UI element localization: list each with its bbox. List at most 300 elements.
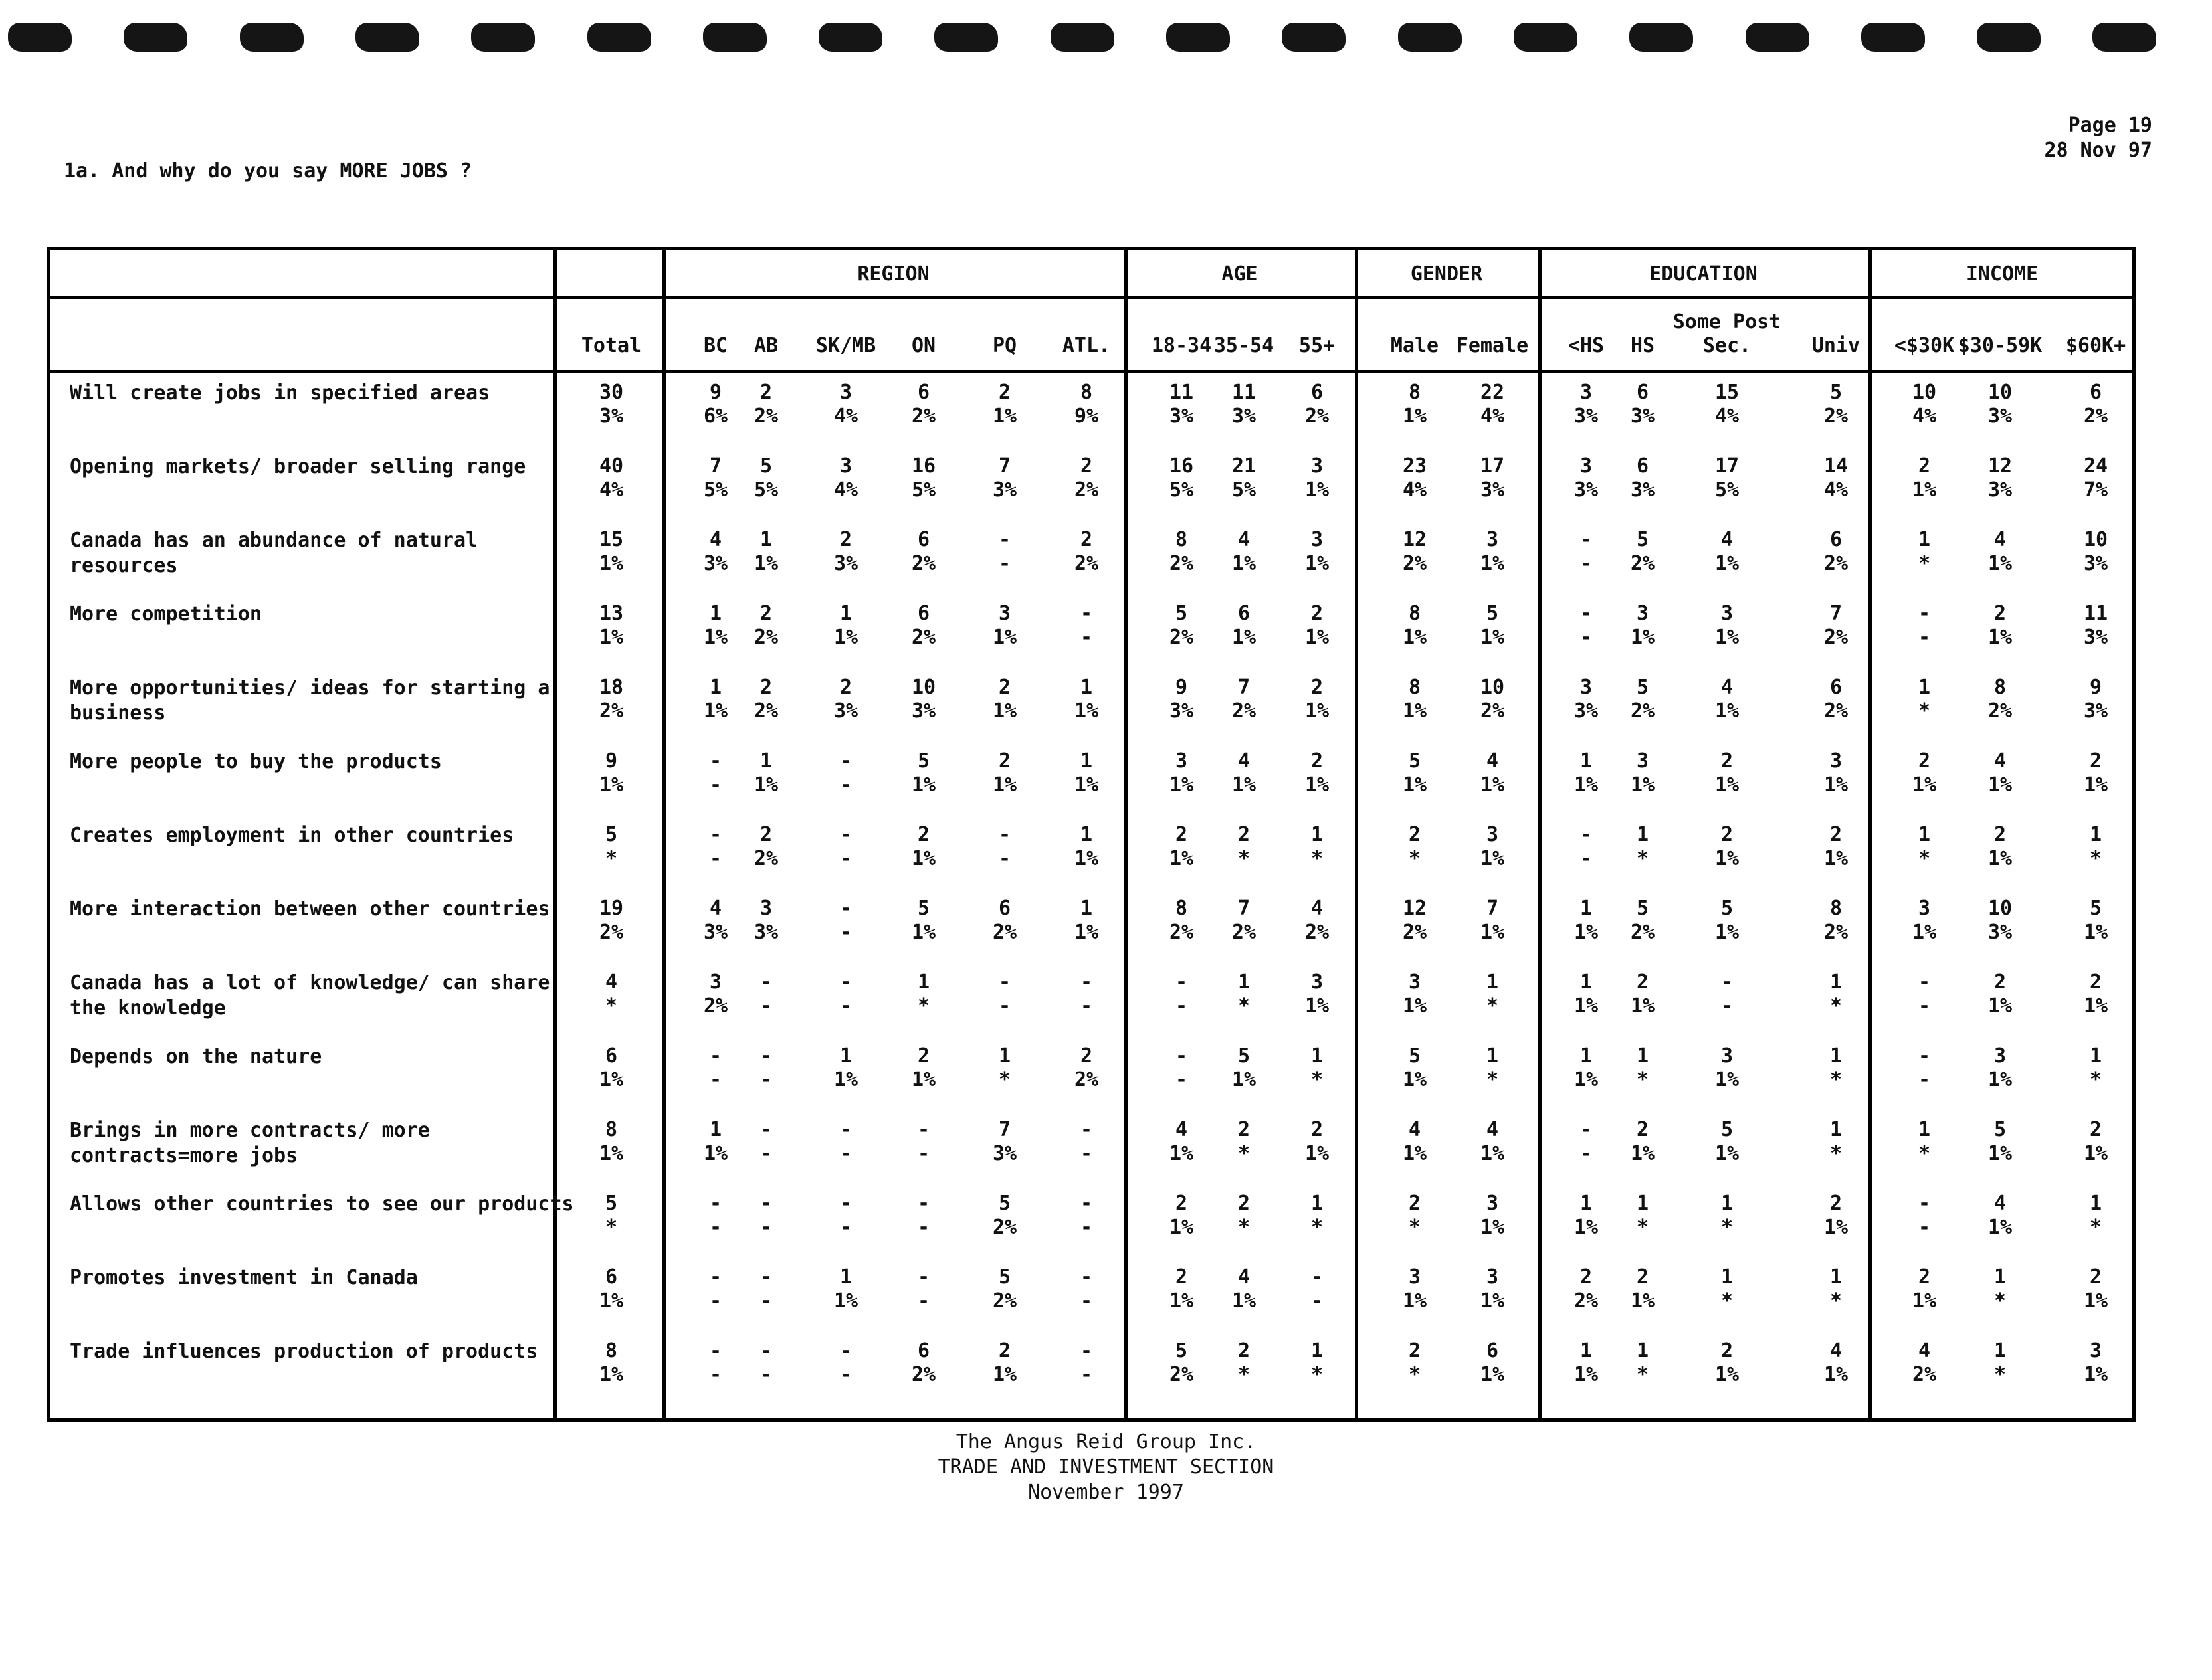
cell-count: 3 — [1720, 1044, 1734, 1068]
cell-count: 2 — [1237, 1339, 1251, 1362]
cell-count: 2 — [1993, 971, 2007, 994]
cell-count: 1 — [1080, 676, 1093, 699]
cell-percent: 1% — [1480, 1289, 1505, 1313]
cell-count: 6 — [1636, 454, 1649, 478]
cell-count: 2 — [759, 602, 773, 625]
cell-count: - — [998, 528, 1011, 551]
cell-percent: 1% — [1480, 847, 1505, 870]
cell-percent: 1% — [1912, 773, 1937, 796]
cell-percent: * — [1486, 994, 1499, 1018]
cell-percent: 2% — [1630, 700, 1655, 723]
cell-percent: - — [1080, 1216, 1093, 1239]
cell-percent: 4% — [1912, 405, 1937, 428]
row-label: Trade influences production of products — [70, 1340, 538, 1363]
cell-count: 2 — [759, 676, 773, 699]
cell-count: 7 — [998, 1118, 1011, 1141]
cell-percent: 3% — [1987, 405, 2013, 428]
cell-percent: 1% — [1402, 994, 1427, 1018]
cell-count: 10 — [1987, 381, 2013, 404]
cell-percent: 2% — [1987, 700, 2013, 723]
cell-percent: * — [605, 1216, 618, 1239]
cell-count: - — [1579, 1118, 1593, 1141]
cell-percent: 2% — [1823, 700, 1849, 723]
cell-count: 4 — [1918, 1339, 1931, 1362]
column-rule — [1124, 250, 1128, 1418]
cell-percent: 1% — [1304, 478, 1330, 502]
cell-percent: - — [839, 921, 853, 944]
binder-hole — [934, 23, 998, 52]
cell-count: 6 — [1237, 602, 1251, 625]
cell-count: 8 — [1080, 381, 1093, 404]
cell-count: 2 — [759, 381, 773, 404]
cell-count: 4 — [1993, 749, 2007, 773]
cell-count: 1 — [1720, 1192, 1734, 1215]
cell-percent: - — [839, 994, 853, 1018]
column-header: $60K+ — [2065, 334, 2126, 357]
cell-percent: 1% — [1714, 700, 1740, 723]
cell-count: 6 — [998, 897, 1011, 920]
cell-percent: 1% — [1402, 405, 1427, 428]
cell-count: 4 — [1237, 1265, 1251, 1289]
cell-percent: 1% — [992, 626, 1017, 649]
cell-count: 4 — [1237, 749, 1251, 773]
cell-percent: 1% — [1231, 626, 1257, 649]
cell-count: 2 — [917, 823, 930, 846]
binder-hole — [471, 23, 535, 52]
cell-count: 2 — [1175, 1265, 1188, 1289]
cell-percent: 1% — [1402, 700, 1427, 723]
cell-count: 12 — [1402, 897, 1427, 920]
cell-count: 2 — [1310, 1118, 1324, 1141]
row-label: Promotes investment in Canada — [70, 1266, 418, 1289]
footer-section: TRADE AND INVESTMENT SECTION — [938, 1455, 1274, 1479]
cell-percent: 3% — [833, 700, 858, 723]
cell-count: - — [1579, 602, 1593, 625]
cell-count: 30 — [599, 381, 624, 404]
cell-percent: * — [1237, 1363, 1251, 1386]
cell-count: 2 — [1310, 676, 1324, 699]
cell-count: 5 — [1636, 897, 1649, 920]
cell-count: 10 — [1480, 676, 1505, 699]
cell-count: 7 — [998, 454, 1011, 478]
cell-count: 1 — [917, 971, 930, 994]
cell-percent: 3% — [2083, 552, 2108, 575]
cell-count: 1 — [1579, 1339, 1593, 1362]
cell-percent: 1% — [1714, 552, 1740, 575]
column-header: Male — [1390, 334, 1439, 357]
cell-percent: 1% — [2083, 1363, 2108, 1386]
cell-count: 8 — [605, 1339, 618, 1362]
cell-percent: * — [2089, 1068, 2102, 1091]
cell-percent: 1% — [833, 626, 858, 649]
cell-percent: 1% — [992, 773, 1017, 796]
cell-count: 2 — [1175, 823, 1188, 846]
column-header: 35-54 — [1213, 334, 1274, 357]
cell-count: 16 — [1169, 454, 1194, 478]
cell-count: 1 — [839, 1044, 853, 1068]
group-header: AGE — [1221, 262, 1258, 286]
column-rule — [1868, 250, 1872, 1418]
cell-count: 8 — [605, 1118, 618, 1141]
cell-percent: 1% — [1630, 626, 1655, 649]
cell-count: - — [759, 1118, 773, 1141]
cell-count: 3 — [1310, 971, 1324, 994]
cell-percent: * — [1237, 1216, 1251, 1239]
cell-count: 5 — [1175, 602, 1188, 625]
cell-count: 2 — [1310, 749, 1324, 773]
cell-count: 6 — [2089, 381, 2102, 404]
cell-count: 15 — [1714, 381, 1740, 404]
cell-count: 2 — [1636, 1118, 1649, 1141]
cell-percent: 5% — [703, 478, 728, 502]
cell-percent: 1% — [1169, 1289, 1194, 1313]
row-label: More competition — [70, 603, 262, 626]
cell-count: 1 — [1636, 823, 1649, 846]
cell-percent: 3% — [833, 552, 858, 575]
cell-percent: 3% — [754, 921, 779, 944]
cell-count: - — [759, 1339, 773, 1362]
page-header — [2044, 113, 2152, 163]
cell-count: 12 — [1402, 528, 1427, 551]
group-header: GENDER — [1410, 262, 1483, 286]
cell-percent: 1% — [1823, 1363, 1849, 1386]
cell-percent: * — [1310, 847, 1324, 870]
cell-percent: 2% — [1169, 1363, 1194, 1386]
cell-percent: 2% — [1823, 552, 1849, 575]
cell-count: 1 — [839, 602, 853, 625]
cell-count: 2 — [1175, 1192, 1188, 1215]
cell-percent: - — [1080, 1363, 1093, 1386]
cell-percent: 1% — [1987, 1142, 2013, 1165]
cell-count: 3 — [1408, 1265, 1421, 1289]
cell-percent: 1% — [1630, 994, 1655, 1018]
column-header: PQ — [992, 334, 1017, 357]
cell-percent: 1% — [1074, 921, 1099, 944]
column-header: HS — [1630, 334, 1655, 357]
cell-count: 2 — [1918, 1265, 1931, 1289]
cell-count: 1 — [1579, 897, 1593, 920]
page-date: 28 Nov 97 — [2044, 139, 2152, 162]
cell-count: 4 — [1993, 1192, 2007, 1215]
cell-percent: - — [759, 1142, 773, 1165]
cell-count: - — [998, 971, 1011, 994]
cell-count: 21 — [1231, 454, 1257, 478]
cell-percent: - — [759, 1363, 773, 1386]
binder-holes — [0, 17, 2212, 57]
cell-percent: 2% — [992, 1289, 1017, 1313]
cell-count: 2 — [1579, 1265, 1593, 1289]
page-number: Page 19 — [2068, 114, 2152, 137]
cell-percent: - — [839, 1363, 853, 1386]
cell-count: 8 — [1175, 528, 1188, 551]
cell-percent: 1% — [1480, 773, 1505, 796]
cell-count: 8 — [1175, 897, 1188, 920]
cell-percent: 1% — [599, 1363, 624, 1386]
cell-percent: 2% — [1231, 921, 1257, 944]
cell-percent: - — [917, 1289, 930, 1313]
column-header: <HS — [1567, 334, 1605, 357]
cell-percent: 1% — [1402, 1289, 1427, 1313]
column-rule — [1355, 250, 1358, 1418]
cell-count: 1 — [1918, 1118, 1931, 1141]
cell-count: 1 — [759, 528, 773, 551]
cell-percent: * — [1486, 1068, 1499, 1091]
cell-percent: 3% — [1169, 700, 1194, 723]
cell-percent: - — [709, 1363, 722, 1386]
binder-hole — [587, 23, 651, 52]
cell-percent: 3% — [1169, 405, 1194, 428]
cell-count: 2 — [1918, 749, 1931, 773]
cell-percent: 3% — [1573, 700, 1599, 723]
cell-percent: 2% — [1823, 405, 1849, 428]
cell-percent: 1% — [1573, 1363, 1599, 1386]
column-rule — [662, 250, 666, 1418]
binder-hole — [703, 23, 767, 52]
cell-percent: 1% — [1912, 478, 1937, 502]
cell-percent: 1% — [2083, 773, 2108, 796]
cell-percent: - — [1175, 994, 1188, 1018]
row-label: More opportunities/ ideas for starting a business — [70, 676, 550, 725]
cell-percent: 1% — [1987, 1068, 2013, 1091]
cell-count: 6 — [1829, 676, 1843, 699]
cell-count: 3 — [1720, 602, 1734, 625]
cell-percent: * — [1237, 847, 1251, 870]
cell-percent: 3% — [1480, 478, 1505, 502]
cell-percent: - — [759, 994, 773, 1018]
cell-percent: - — [1720, 994, 1734, 1018]
cell-count: 1 — [2089, 823, 2102, 846]
cell-percent: 1% — [2083, 994, 2108, 1018]
cell-percent: - — [709, 1216, 722, 1239]
column-header: $30-59K — [1958, 334, 2043, 357]
cell-percent: - — [1310, 1289, 1324, 1313]
cell-count: 2 — [1310, 602, 1324, 625]
cell-percent: 2% — [1304, 405, 1330, 428]
cell-percent: 1% — [1231, 552, 1257, 575]
cell-percent: 1% — [1714, 921, 1740, 944]
cell-percent: * — [1310, 1068, 1324, 1091]
cell-percent: 2% — [911, 626, 936, 649]
cell-percent: 1% — [1823, 1216, 1849, 1239]
cell-count: 7 — [1237, 676, 1251, 699]
cell-percent: * — [1829, 1289, 1843, 1313]
cell-percent: 2% — [599, 700, 624, 723]
cell-percent: 1% — [1823, 773, 1849, 796]
cell-percent: - — [1918, 1068, 1931, 1091]
cell-percent: 7% — [2083, 478, 2108, 502]
cell-percent: 6% — [703, 405, 728, 428]
cell-percent: 1% — [1573, 773, 1599, 796]
cell-count: 4 — [1829, 1339, 1843, 1362]
cell-count: 3 — [1829, 749, 1843, 773]
cell-percent: 1% — [1304, 552, 1330, 575]
cell-count: 3 — [1486, 1192, 1499, 1215]
cell-percent: 9% — [1074, 405, 1099, 428]
cell-count: - — [1720, 971, 1734, 994]
cell-percent: 1% — [1169, 1216, 1194, 1239]
cell-percent: 2% — [1402, 921, 1427, 944]
binder-hole — [1629, 23, 1693, 52]
binder-hole — [1746, 23, 1809, 52]
cell-count: 2 — [1636, 971, 1649, 994]
cell-count: 1 — [1310, 1044, 1324, 1068]
cell-count: 10 — [911, 676, 936, 699]
cell-percent: 3% — [992, 1142, 1017, 1165]
cell-count: - — [709, 1265, 722, 1289]
cell-percent: 1% — [599, 1142, 624, 1165]
cell-count: 3 — [1918, 897, 1931, 920]
cell-count: 3 — [1993, 1044, 2007, 1068]
cell-percent: - — [759, 1068, 773, 1091]
row-label: More interaction between other countries — [70, 897, 550, 921]
column-header: Female — [1456, 334, 1529, 357]
cell-percent: 2% — [1823, 626, 1849, 649]
cell-percent: 4% — [1823, 478, 1849, 502]
cell-count: 7 — [1829, 602, 1843, 625]
cell-count: 1 — [998, 1044, 1011, 1068]
cell-percent: * — [2089, 847, 2102, 870]
cell-percent: 1% — [1304, 773, 1330, 796]
cell-percent: - — [709, 1289, 722, 1313]
crosstab-table — [47, 247, 2136, 1422]
cell-count: 9 — [605, 749, 618, 773]
cell-count: 1 — [1579, 1192, 1593, 1215]
cell-percent: 1% — [703, 626, 728, 649]
binder-hole — [1977, 23, 2041, 52]
cell-percent: * — [605, 847, 618, 870]
cell-count: 1 — [2089, 1192, 2102, 1215]
cell-percent: 5% — [1231, 478, 1257, 502]
cell-count: 5 — [759, 454, 773, 478]
cell-percent: 2% — [1074, 552, 1099, 575]
binder-hole — [1514, 23, 1577, 52]
cell-count: 3 — [759, 897, 773, 920]
cell-count: 2 — [1720, 823, 1734, 846]
cell-count: 3 — [2089, 1339, 2102, 1362]
cell-percent: - — [839, 773, 853, 796]
cell-count: 5 — [1829, 381, 1843, 404]
cell-percent: 1% — [911, 921, 936, 944]
cell-count: 3 — [1310, 454, 1324, 478]
cell-count: 6 — [605, 1044, 618, 1068]
cell-count: 10 — [2083, 528, 2108, 551]
cell-percent: 3% — [1630, 405, 1655, 428]
cell-percent: * — [1720, 1216, 1734, 1239]
cell-count: 3 — [709, 971, 722, 994]
cell-count: 11 — [2083, 602, 2108, 625]
cell-percent: - — [1918, 626, 1931, 649]
cell-percent: 1% — [703, 1142, 728, 1165]
cell-percent: 5% — [1169, 478, 1194, 502]
column-header: BC — [703, 334, 728, 357]
cell-percent: 2% — [754, 847, 779, 870]
cell-percent: 2% — [1630, 921, 1655, 944]
cell-count: 6 — [605, 1265, 618, 1289]
cell-percent: 4% — [833, 405, 858, 428]
cell-count: 40 — [599, 454, 624, 478]
cell-count: 5 — [605, 1192, 618, 1215]
cell-count: 19 — [599, 897, 624, 920]
cell-count: 5 — [1408, 1044, 1421, 1068]
cell-count: - — [1080, 602, 1093, 625]
cell-count: - — [709, 1192, 722, 1215]
cell-count: - — [917, 1118, 930, 1141]
cell-count: 2 — [1993, 823, 2007, 846]
cell-percent: 3% — [703, 552, 728, 575]
cell-count: 9 — [2089, 676, 2102, 699]
cell-percent: 2% — [1304, 921, 1330, 944]
cell-percent: 1% — [1987, 1216, 2013, 1239]
cell-count: 6 — [917, 528, 930, 551]
cell-percent: 1% — [1304, 994, 1330, 1018]
cell-percent: 1% — [1987, 994, 2013, 1018]
cell-count: 1 — [1486, 1044, 1499, 1068]
cell-percent: 4% — [833, 478, 858, 502]
footer-date: November 1997 — [1028, 1481, 1184, 1504]
cell-percent: 1% — [703, 700, 728, 723]
cell-count: 7 — [1486, 897, 1499, 920]
cell-percent: 1% — [1402, 1068, 1427, 1091]
cell-count: 4 — [1720, 528, 1734, 551]
cell-count: - — [1310, 1265, 1324, 1289]
cell-count: 2 — [1829, 823, 1843, 846]
cell-count: 3 — [1408, 971, 1421, 994]
cell-count: 4 — [605, 971, 618, 994]
column-header: 18-34 — [1151, 334, 1212, 357]
cell-count: 13 — [599, 602, 624, 625]
cell-percent: 2% — [992, 1216, 1017, 1239]
cell-count: - — [1175, 971, 1188, 994]
cell-percent: 3% — [1630, 478, 1655, 502]
cell-count: 6 — [917, 1339, 930, 1362]
cell-percent: 2% — [1573, 1289, 1599, 1313]
cell-count: 2 — [1080, 1044, 1093, 1068]
cell-percent: * — [1918, 552, 1931, 575]
cell-count: 9 — [1175, 676, 1188, 699]
cell-percent: 3% — [1987, 478, 2013, 502]
cell-percent: 5% — [754, 478, 779, 502]
cell-percent: 2% — [911, 1363, 936, 1386]
column-header: ON — [911, 334, 936, 357]
cell-percent: 3% — [1231, 405, 1257, 428]
cell-count: 24 — [2083, 454, 2108, 478]
cell-percent: 1% — [754, 552, 779, 575]
cell-percent: 1% — [1912, 1289, 1937, 1313]
cell-count: 18 — [599, 676, 624, 699]
cell-percent: - — [839, 1142, 853, 1165]
cell-count: 1 — [1237, 971, 1251, 994]
cell-count: 5 — [917, 897, 930, 920]
cell-percent: - — [1080, 1142, 1093, 1165]
cell-percent: 4% — [1480, 405, 1505, 428]
cell-percent: 1% — [833, 1068, 858, 1091]
cell-percent: 1% — [2083, 1289, 2108, 1313]
cell-count: 1 — [1829, 971, 1843, 994]
cell-percent: 1% — [1480, 552, 1505, 575]
cell-count: 2 — [1237, 823, 1251, 846]
footer-company: The Angus Reid Group Inc. — [955, 1430, 1257, 1453]
cell-percent: 1% — [1304, 700, 1330, 723]
cell-percent: 1% — [1987, 552, 2013, 575]
cell-percent: 2% — [992, 921, 1017, 944]
cell-count: 2 — [1408, 823, 1421, 846]
cell-count: 6 — [917, 381, 930, 404]
cell-percent: 1% — [1823, 847, 1849, 870]
cell-count: 4 — [1993, 528, 2007, 551]
cell-count: 5 — [1720, 1118, 1734, 1141]
cell-percent: 5% — [911, 478, 936, 502]
cell-count: 5 — [2089, 897, 2102, 920]
